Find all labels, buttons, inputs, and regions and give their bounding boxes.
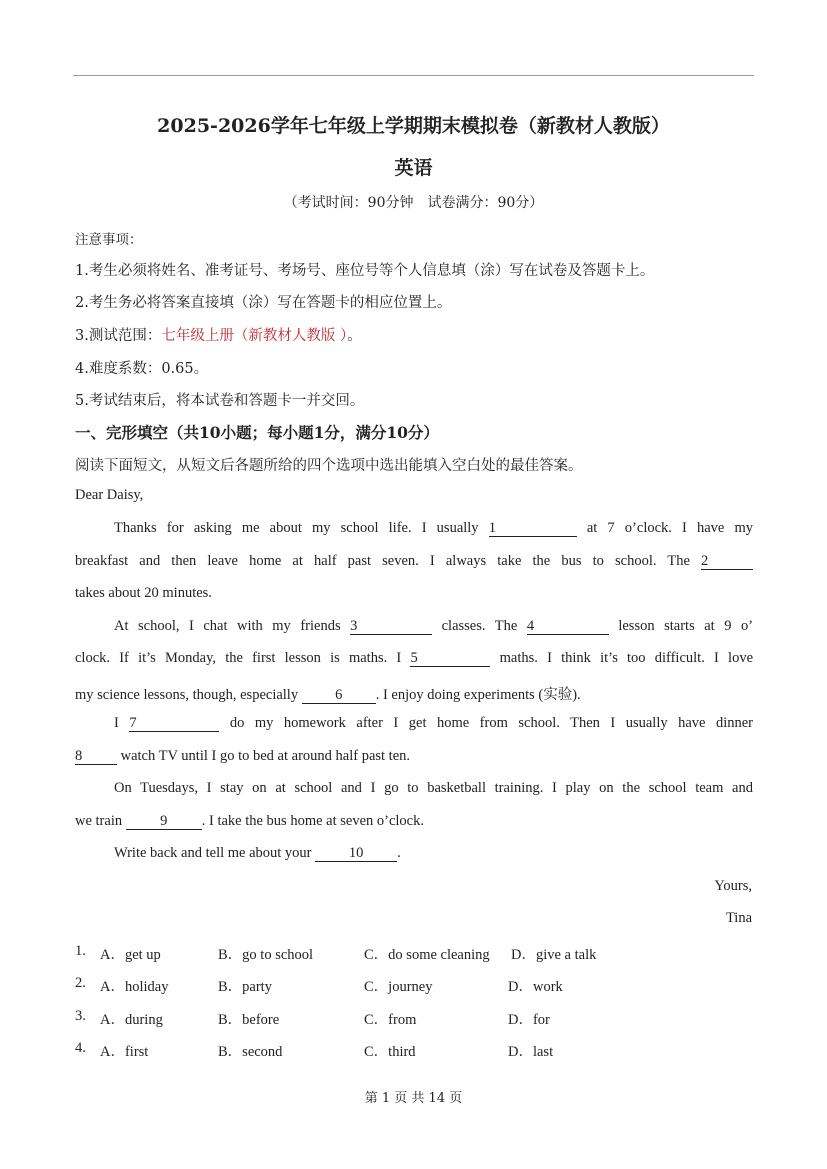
note-item [75, 324, 362, 345]
option-d: D．for [508, 1012, 550, 1028]
letter-text: my science lessons, though, especially [75, 687, 299, 703]
letter-text: I [114, 715, 119, 731]
option-b: B．party [218, 979, 272, 995]
letter-closing: Yours, [714, 878, 752, 894]
letter-line [75, 715, 753, 732]
letter-greeting: Dear Daisy, [75, 487, 144, 503]
letter-text: . I enjoy doing experiments (实验). [375, 687, 581, 703]
blank-1: 1 [489, 521, 577, 537]
option-a: A．get up [100, 947, 161, 963]
option-a: A．holiday [100, 979, 169, 995]
note-scope-value: 七年级上册（新教材人教版 ） [161, 328, 348, 344]
letter-text: clock. If it’s Monday, the first lesson is maths. I [75, 650, 402, 666]
letter-signature: Tina [725, 910, 752, 926]
blank-9: 9 [126, 814, 202, 830]
blank-2: 2 [701, 554, 753, 570]
letter-line [75, 520, 753, 537]
note-item: 4.难度系数：0.65。 [75, 361, 209, 377]
blank-7: 7 [129, 716, 219, 732]
letter-text: Write back and tell me about your [114, 845, 312, 861]
letter-line [75, 845, 753, 862]
letter-line: takes about 20 minutes. [75, 585, 212, 601]
section-instruction: 阅读下面短文，从短文后各题所给的四个选项中选出能填入空白处的最佳答案。 [75, 458, 583, 474]
question-number: 4. [75, 1040, 86, 1056]
letter-text: do my homework after I get home from school. Then I usually have dinner [229, 715, 754, 731]
note-item: 1.考生必须将姓名、准考证号、考场号、座位号等个人信息填（涂）写在试卷及答题卡上。 [75, 263, 655, 279]
option-d: D．last [508, 1044, 554, 1060]
letter-line [75, 650, 753, 667]
letter-text: lesson starts at 9 o’ [618, 618, 754, 634]
blank-4: 4 [527, 619, 609, 635]
letter-text: classes. The [441, 618, 518, 634]
option-b: B．second [218, 1044, 283, 1060]
note-scope-label: 3.测试范围： [75, 328, 162, 344]
option-a: A．during [100, 1012, 163, 1028]
header-rule [73, 75, 754, 76]
question-number: 3. [75, 1008, 86, 1024]
option-c: C．journey [364, 979, 433, 995]
letter-text: maths. I think it’s too difficult. I love [499, 650, 754, 666]
letter-text: Thanks for asking me about my school life. I usually [114, 520, 479, 536]
option-a: A．first [100, 1044, 149, 1060]
option-c: C．do some cleaning [364, 947, 490, 963]
option-c: C．third [364, 1044, 416, 1060]
option-c: C．from [364, 1012, 417, 1028]
exam-info: （考试时间：90分钟 试卷满分：90分） [283, 195, 544, 211]
notes-heading: 注意事项： [75, 232, 143, 248]
question-number: 1. [75, 943, 86, 959]
option-d: D．give a talk [511, 947, 597, 963]
blank-5: 5 [410, 651, 490, 667]
option-d: D．work [508, 979, 563, 995]
letter-line [75, 683, 753, 704]
question-number: 2. [75, 975, 86, 991]
letter-line [75, 748, 753, 765]
letter-text: . [397, 845, 401, 861]
letter-text: At school, I chat with my friends [114, 618, 341, 634]
subject-title: 英语 [394, 157, 433, 179]
letter-line [75, 553, 753, 570]
letter-line: On Tuesdays, I stay on at school and I go to basketball training. I play on the school team and [114, 780, 753, 796]
note-item: 2.考生务必将答案直接填（涂）写在答题卡的相应位置上。 [75, 295, 452, 311]
note-scope-end: 。 [347, 328, 362, 344]
letter-text: at 7 o’clock. I have my [586, 520, 754, 536]
letter-text: watch TV until I go to bed at around half past ten. [120, 748, 411, 764]
letter-text: we train [75, 813, 123, 829]
note-item: 5.考试结束后，将本试卷和答题卡一并交回。 [75, 393, 365, 409]
letter-line [75, 618, 753, 635]
blank-3: 3 [350, 619, 432, 635]
section-heading: 一、完形填空（共10小题；每小题1分，满分10分） [75, 423, 439, 442]
letter-line [75, 813, 753, 830]
blank-6: 6 [302, 688, 376, 704]
option-b: B．before [218, 1012, 280, 1028]
blank-10: 10 [315, 846, 397, 862]
option-b: B．go to school [218, 947, 314, 963]
letter-text: . I take the bus home at seven o’clock. [201, 813, 424, 829]
blank-8: 8 [75, 749, 117, 765]
exam-title: 2025-2026学年七年级上学期期末模拟卷（新教材人教版） [157, 115, 670, 137]
page-footer: 第 1 页 共 14 页 [364, 1091, 463, 1106]
letter-text: breakfast and then leave home at half past seven. I always take the bus to school. The [75, 553, 690, 569]
